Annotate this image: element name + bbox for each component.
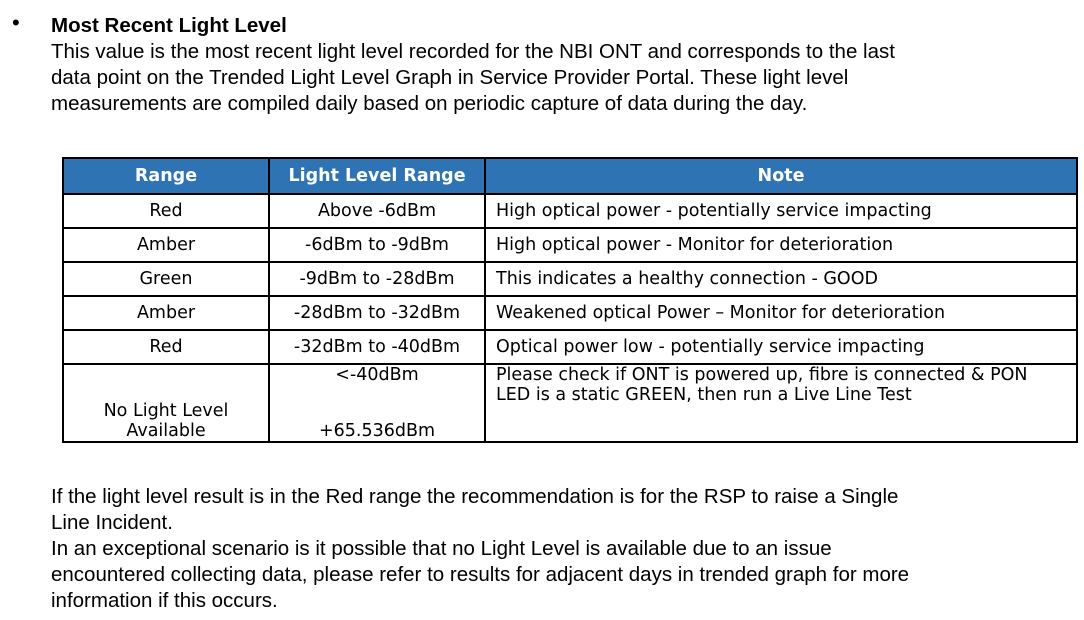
section-heading: Most Recent Light Level bbox=[51, 14, 287, 37]
table-header-row bbox=[63, 158, 1077, 194]
intro-paragraph bbox=[51, 39, 895, 117]
note-line: Please check if ONT is powered up, fibre is connected & PON bbox=[496, 365, 1028, 385]
level-cell: -9dBm to -28dBm bbox=[269, 262, 485, 296]
bullet-point: • bbox=[12, 10, 20, 35]
range-line: No Light Level bbox=[103, 401, 229, 421]
recommendation-paragraph bbox=[51, 484, 909, 614]
footer-line: information if this occurs. bbox=[51, 589, 278, 612]
footer-line: Line Incident. bbox=[51, 511, 173, 534]
intro-line: This value is the most recent light level recorded for the NBI ONT and corresponds to the last bbox=[51, 40, 895, 63]
table-row bbox=[63, 194, 1077, 228]
footer-line: encountered collecting data, please refer to results for adjacent days in trended graph for more bbox=[51, 563, 910, 586]
light-level-table bbox=[62, 157, 1078, 443]
table-row bbox=[63, 262, 1077, 296]
level-line: <-40dBm bbox=[335, 365, 419, 385]
range-cell: Red bbox=[63, 330, 269, 364]
footer-line: If the light level result is in the Red range the recommendation is for the RSP to raise a Single bbox=[51, 485, 899, 508]
level-cell: -28dBm to -32dBm bbox=[269, 296, 485, 330]
note-cell bbox=[485, 364, 1077, 442]
note-cell: Optical power low - potentially service impacting bbox=[485, 330, 1077, 364]
note-cell: This indicates a healthy connection - GOOD bbox=[485, 262, 1077, 296]
range-cell bbox=[63, 364, 269, 442]
range-line: Available bbox=[126, 421, 206, 441]
table-row bbox=[63, 330, 1077, 364]
header-light-level-range: Light Level Range bbox=[269, 158, 485, 194]
range-cell: Amber bbox=[63, 228, 269, 262]
note-cell: Weakened optical Power – Monitor for deterioration bbox=[485, 296, 1077, 330]
level-line: +65.536dBm bbox=[318, 421, 436, 441]
range-cell: Red bbox=[63, 194, 269, 228]
range-cell: Green bbox=[63, 262, 269, 296]
level-cell bbox=[269, 364, 485, 442]
note-line: LED is a static GREEN, then run a Live Line Test bbox=[496, 385, 912, 405]
intro-line: data point on the Trended Light Level Graph in Service Provider Portal. These light level bbox=[51, 66, 849, 89]
table-row bbox=[63, 296, 1077, 330]
range-cell: Amber bbox=[63, 296, 269, 330]
table-row bbox=[63, 228, 1077, 262]
level-cell: Above -6dBm bbox=[269, 194, 485, 228]
table-row-no-light bbox=[63, 364, 1077, 442]
level-cell: -6dBm to -9dBm bbox=[269, 228, 485, 262]
level-cell: -32dBm to -40dBm bbox=[269, 330, 485, 364]
header-note: Note bbox=[485, 158, 1077, 194]
footer-line: In an exceptional scenario is it possible that no Light Level is available due to an issue bbox=[51, 537, 832, 560]
note-cell: High optical power - potentially service impacting bbox=[485, 194, 1077, 228]
note-cell: High optical power - Monitor for deterioration bbox=[485, 228, 1077, 262]
header-range: Range bbox=[63, 158, 269, 194]
intro-line: measurements are compiled daily based on periodic capture of data during the day. bbox=[51, 92, 808, 115]
